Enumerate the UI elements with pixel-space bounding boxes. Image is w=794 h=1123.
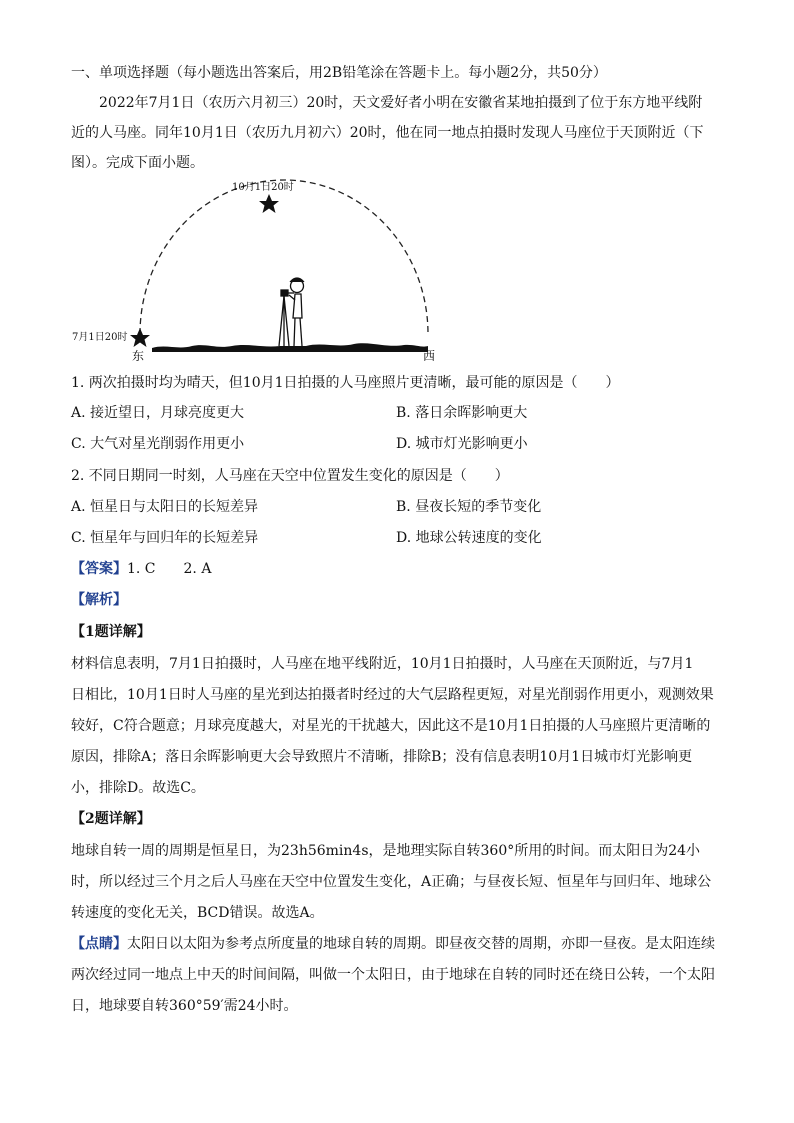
tips-line-3: 日，地球要自转360°59′需24小时。 (71, 998, 298, 1014)
detail1-line-2: 日相比，10月1日时人马座的星光到达拍摄者时经过的大气层路程更短，对星光削弱作用更小，观测效果 (71, 687, 714, 703)
photographer-icon (279, 278, 304, 346)
intro-line-1: 2022年7月1日（农历六月初三）20时，天文爱好者小明在安徽省某地拍摄到了位于东方地平线附 (99, 95, 703, 111)
intro-line-2: 近的人马座。同年10月1日（农历九月初六）20时，他在同一地点拍摄时发现人马座位于天顶附近（下 (71, 125, 704, 141)
q1-option-d: D. 城市灯光影响更小 (396, 436, 528, 452)
answer-label: 【答案】 (71, 561, 127, 577)
tips-label: 【点睛】 (71, 936, 127, 952)
q2-stem: 2. 不同日期同一时刻，人马座在天空中位置发生变化的原因是（ ） (71, 468, 509, 484)
figure-label-top: 10月1日20时 (232, 182, 294, 193)
tips-text-1: 太阳日以太阳为参考点所度量的地球自转的周期。即昼夜交替的周期，亦即一昼夜。是太阳连续 (127, 936, 715, 952)
intro-line-3: 图）。完成下面小题。 (71, 155, 204, 171)
q2-option-c: C. 恒星年与回归年的长短差异 (71, 530, 259, 546)
ground (152, 343, 428, 352)
detail1-line-1: 材料信息表明，7月1日拍摄时，人马座在地平线附近，10月1日拍摄时，人马座在天顶附近，与7月1 (71, 656, 694, 672)
detail2-label: 【2题详解】 (71, 811, 151, 827)
detail2-line-2: 时，所以经过三个月之后人马座在天空中位置发生变化，A正确；与昼夜长短、恒星年与回归年、地球公 (71, 874, 712, 890)
detail2-line-3: 转速度的变化无关，BCD错误。故选A。 (71, 905, 324, 921)
detail1-label: 【1题详解】 (71, 624, 151, 640)
tips-line-1 (71, 934, 731, 954)
q1-option-b: B. 落日余晖影响更大 (396, 405, 528, 421)
east-label: 东 (132, 349, 145, 363)
detail2-line-1: 地球自转一周的周期是恒星日，为23h56min4s，是地理实际自转360°所用的时间。而太阳日为24小 (71, 843, 701, 859)
detail1-line-4: 原因，排除A；落日余晖影响更大会导致照片不清晰，排除B；没有信息表明10月1日城市灯光影响更 (71, 749, 693, 765)
tips-line-2: 两次经过同一地点上中天的时间间隔，叫做一个太阳日，由于地球在自转的同时还在绕日公转，一个太阳 (71, 967, 715, 983)
q2-option-b: B. 昼夜长短的季节变化 (396, 499, 542, 515)
q2-option-a: A. 恒星日与太阳日的长短差异 (71, 499, 259, 515)
answer-text: 1. C 2. A (127, 561, 212, 577)
q1-option-a: A. 接近望日，月球亮度更大 (71, 405, 245, 421)
detail1-line-3: 较好，C符合题意；月球亮度越大，对星光的干扰越大，因此这不是10月1日拍摄的人马座照片更清晰的 (71, 718, 711, 734)
analysis-label: 【解析】 (71, 592, 127, 608)
west-label: 西 (423, 349, 436, 363)
q1-option-c: C. 大气对星光削弱作用更小 (71, 436, 245, 452)
q2-option-d: D. 地球公转速度的变化 (396, 530, 542, 546)
q1-stem: 1. 两次拍摄时均为晴天，但10月1日拍摄的人马座照片更清晰，最可能的原因是（ ） (71, 375, 620, 391)
section-heading: 一、单项选择题（每小题选出答案后，用2B铅笔涂在答题卡上。每小题2分，共50分） (71, 65, 607, 81)
answer-line (71, 559, 731, 579)
detail1-line-5: 小，排除D。故选C。 (71, 780, 205, 796)
figure-label-left: 7月1日20时 (72, 332, 128, 343)
sagittarius-figure (66, 178, 446, 368)
star-icon-top (259, 194, 279, 213)
star-icon-left (130, 328, 150, 347)
